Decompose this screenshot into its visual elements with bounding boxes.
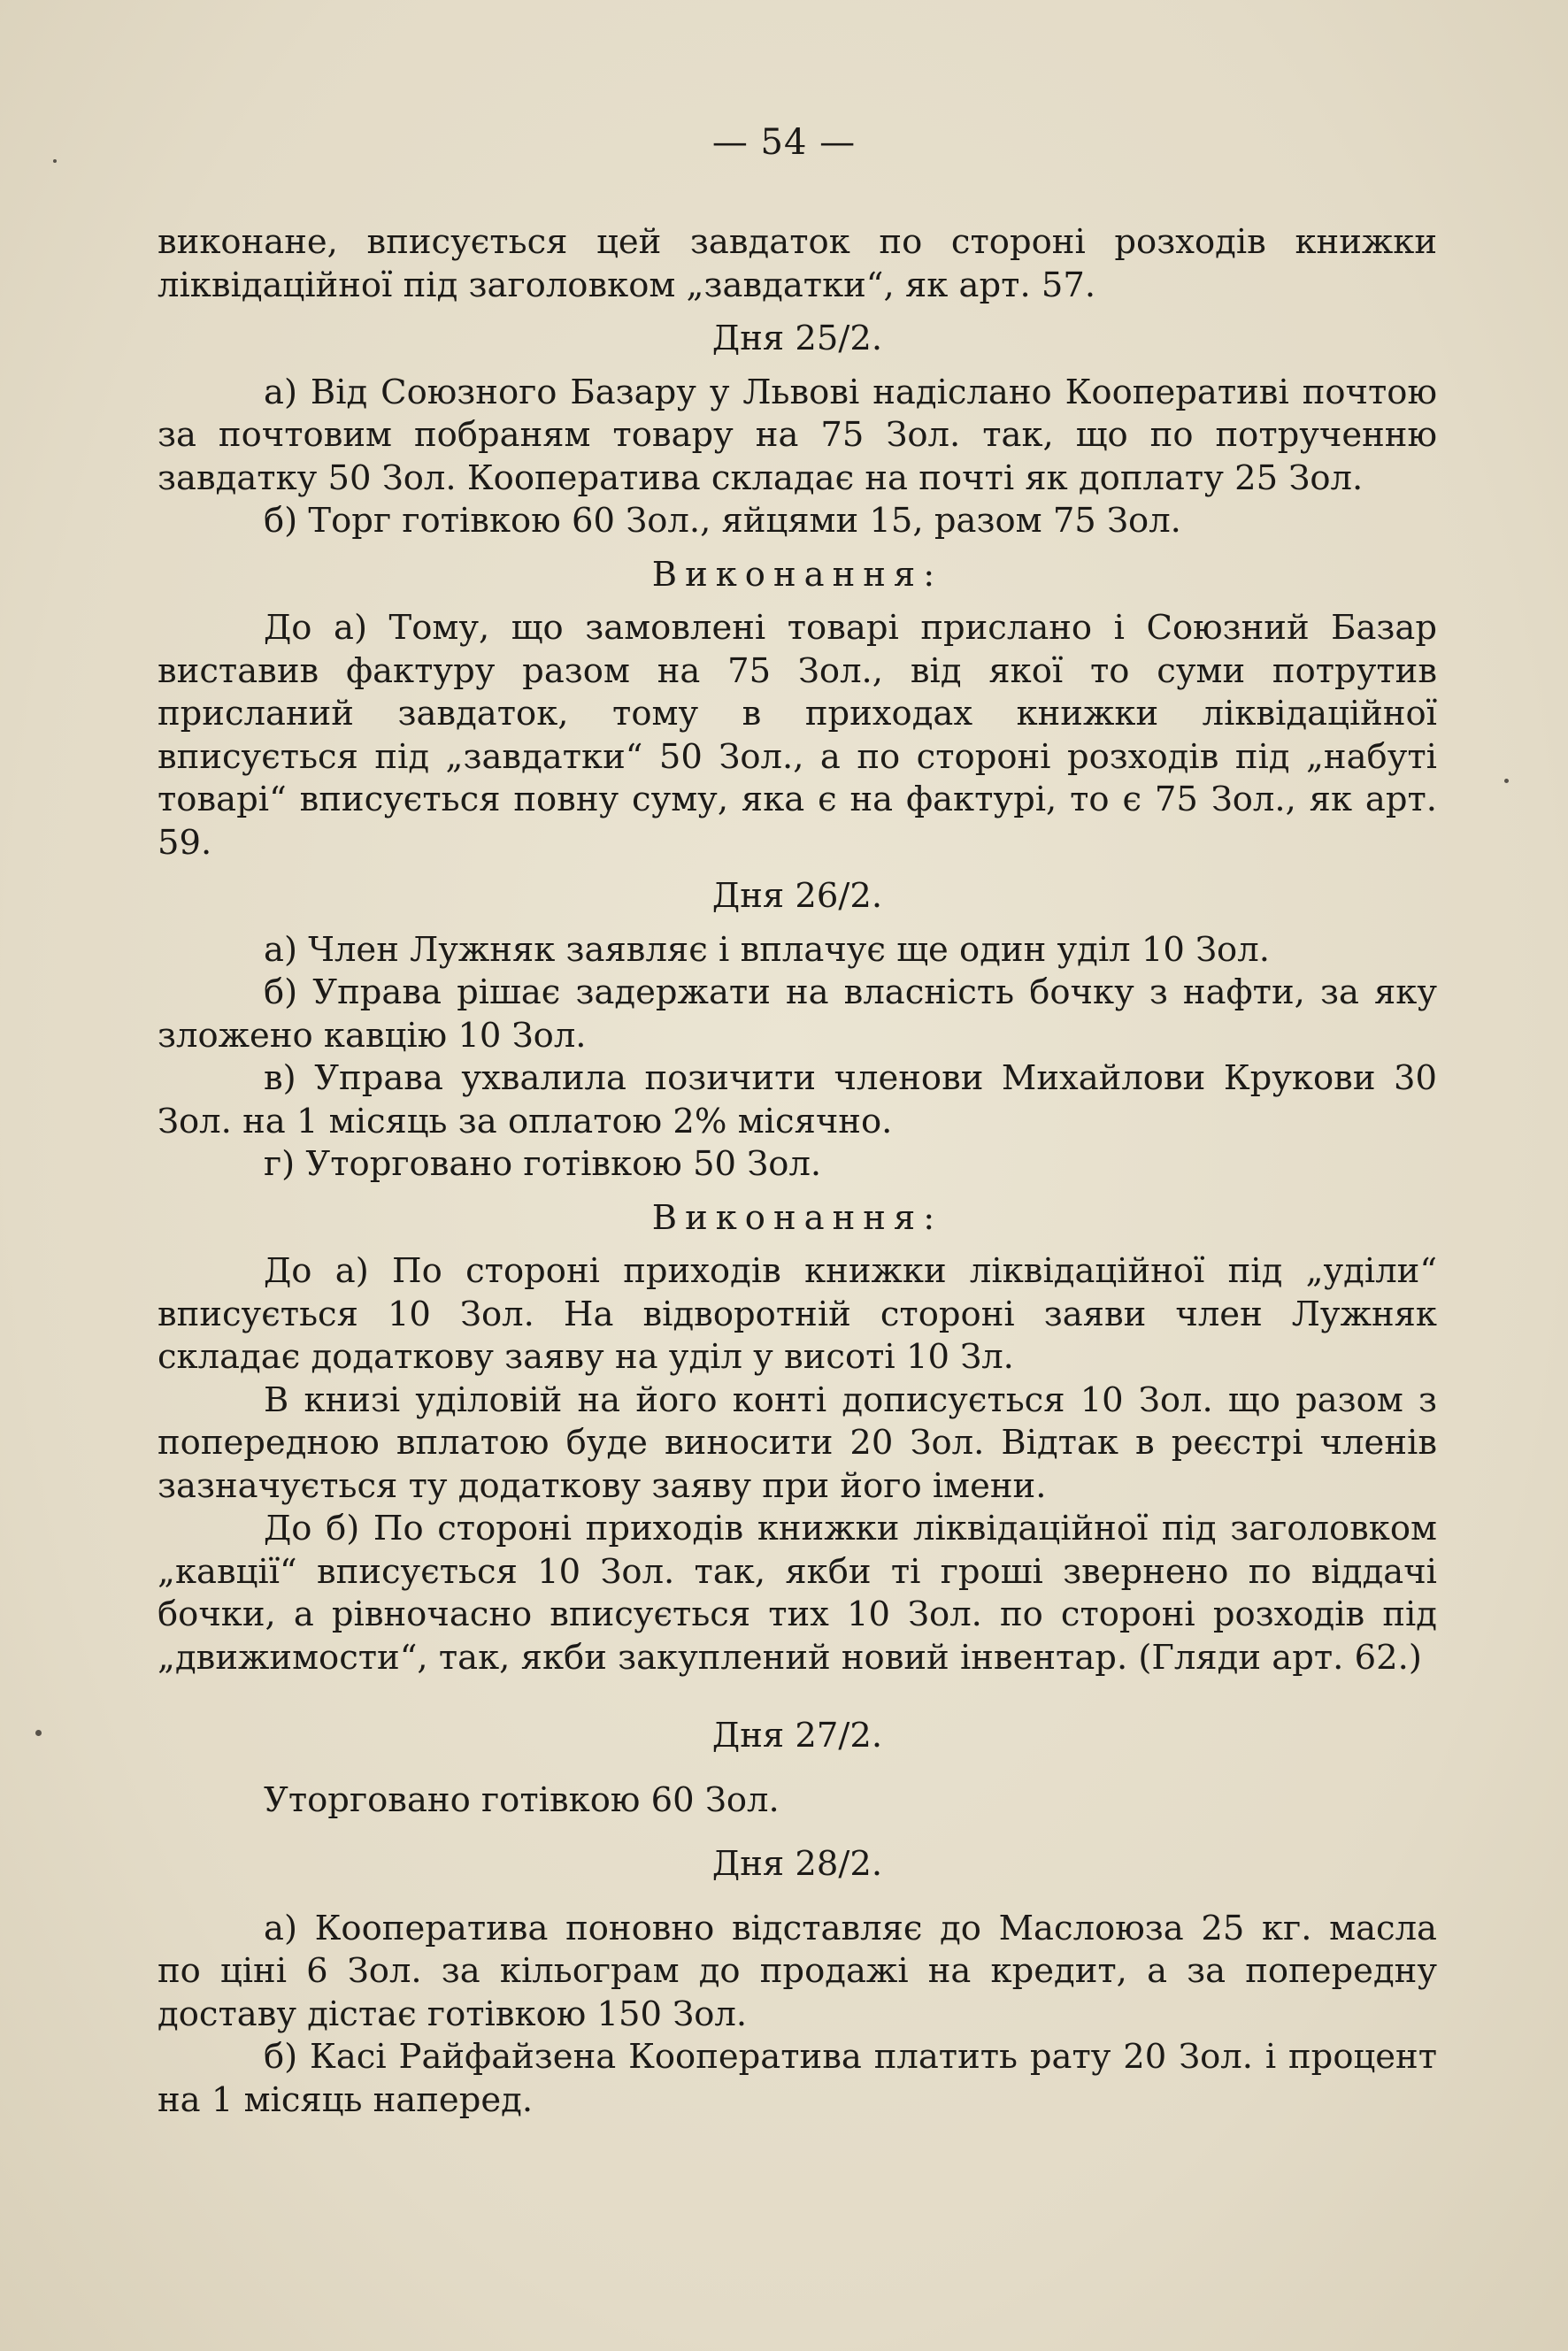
date-heading: Дня 28/2.	[711, 1844, 883, 1884]
date-heading: Дня 25/2.	[711, 319, 883, 358]
execution-paragraph: До б) По стороні приходів книжки ліквідаційної під заголовком „кавції“ вписується 10 Зол. так, якби ті гроші звернено по віддачі бочки, а рівночасно вписується тих 10 Зол. по стороні розходів під „движимости“, так, якби закуплений новий інвентар. (Гляди арт. 62.)	[158, 1509, 1437, 1678]
date-heading: Дня 27/2.	[711, 1716, 883, 1756]
scan-speck	[53, 159, 57, 163]
item-a: а) Від Союзного Базару у Львові надіслано Кооперативі почтою за почтовим побраням товару на 75 Зол. так, що по потрученню завдатку 50 Зол. Кооператива складає на почті як доплату 25 Зол.	[158, 372, 1437, 498]
page-body	[158, 221, 1437, 2122]
execution-heading: Виконання:	[651, 1197, 943, 1238]
item-b: б) Торг готівкою 60 Зол., яйцями 15, разом 75 Зол.	[264, 501, 1181, 541]
date-heading: Дня 26/2.	[711, 876, 883, 916]
execution-heading: Виконання:	[651, 554, 943, 595]
item-a: а) Кооператива поновно відставляє до Маслоюза 25 кг. масла по ціні 6 Зол. за кільограм до продажі на кредит, а за попередну доставу дістає готівкою 150 Зол.	[158, 1908, 1437, 2034]
item-b: б) Касі Райфайзена Кооператива платить рату 20 Зол. і процент на 1 місяць наперед.	[158, 2037, 1437, 2120]
paragraph-continuation: виконане, вписується цей завдаток по стороні розходів книжки ліквідаційної під заголовком „завдатки“, як арт. 57.	[158, 222, 1437, 305]
item-d: г) Уторговано готівкою 50 Зол.	[264, 1144, 822, 1184]
scan-speck	[1504, 779, 1509, 783]
item-b: б) Управа рішає задержати на власність бочку з нафти, за яку зложено кавцію 10 Зол.	[158, 972, 1437, 1056]
execution-paragraph: До а) Тому, що замовлені товарі прислано і Союзний Базар виставив фактуру разом на 75 Зол., від якої то суми потрутив присланий завдаток, тому в приходах книжки ліквідаційної вписується під „завдатки“ 50 Зол., а по стороні розходів під „набуті товарі“ вписується повну суму, яка є на фактурі, то є 75 Зол., як арт. 59.	[158, 608, 1437, 863]
page-number: — 54 —	[711, 122, 857, 163]
execution-paragraph: До а) По стороні приходів книжки ліквідаційної під „уділи“ вписується 10 Зол. На відворотній стороні заяви член Лужняк складає додаткову заяву на уділ у висоті 10 Зл.	[158, 1251, 1437, 1377]
execution-paragraph: В книзі уділовій на його конті дописується 10 Зол. що разом з попередною вплатою буде виносити 20 Зол. Відтак в реєстрі членів зазначується ту додаткову заяву при його імени.	[158, 1379, 1437, 1506]
item-c: в) Управа ухвалила позичити членови Михайлови Крукови 30 Зол. на 1 місяць за оплатою 2% місячно.	[158, 1058, 1437, 1141]
scan-speck	[35, 1730, 42, 1736]
item-a: а) Член Лужняк заявляє і вплачує ще один уділ 10 Зол.	[264, 929, 1270, 970]
plain-paragraph: Уторговано готівкою 60 Зол.	[264, 1779, 780, 1820]
